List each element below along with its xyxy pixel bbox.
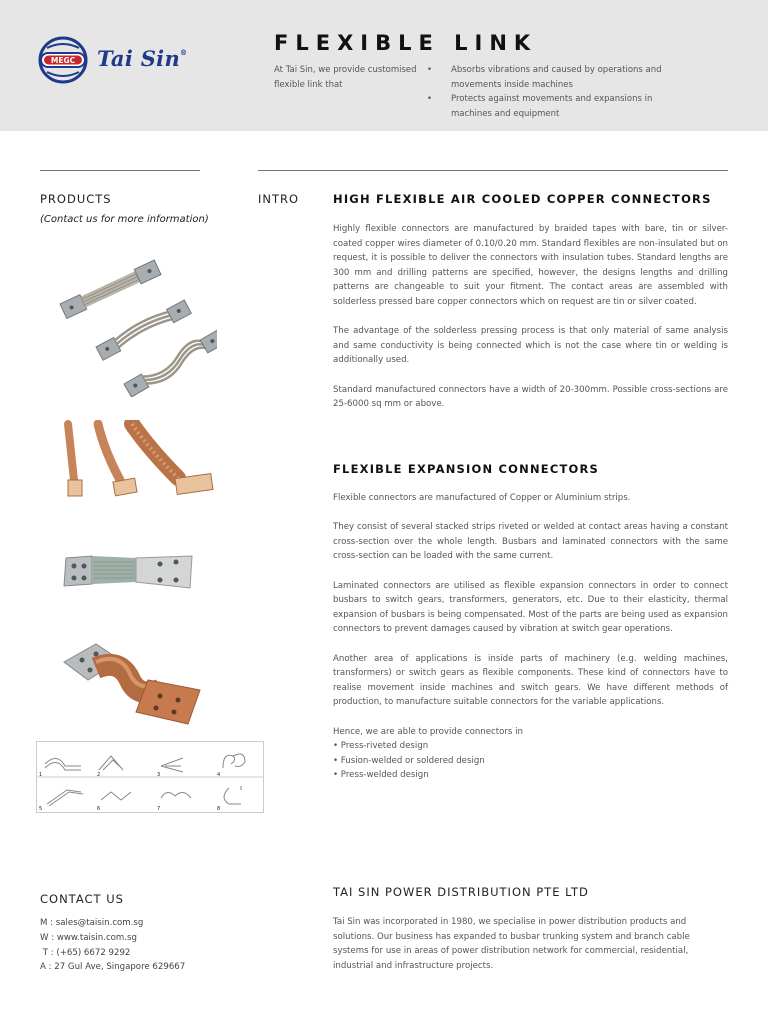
paragraph: Highly flexible connectors are manufactured by braided tapes with bare, tin or silver-coated copper wires diameter of 0.10/0.20 mm. Standard flexibles are non-insulated but on request, it is possible to deliver the connectors with insulation tubes. Standard lengths are 300 mm and drilling patterns are specified, however, the designs lengths and drilling patterns are changeable to suit your fitment. The contact areas are assembled with solderless pressed bare copper connectors which on request are tin or silver coated. [333, 224, 728, 307]
copper-expansion-connector-image [60, 640, 210, 734]
company-about [333, 915, 728, 973]
braided-connectors-image [52, 252, 217, 401]
diagram-label: 1 [39, 772, 43, 778]
section-body-expansion [333, 491, 728, 783]
diagram-label: 2 [97, 772, 101, 778]
logo-letters: MEGC [50, 56, 76, 66]
diagram-label: 3 [157, 772, 161, 778]
divider-left [40, 170, 200, 171]
diagram-label: 8 [217, 806, 221, 812]
connector-types-diagram [36, 741, 264, 813]
divider-right [258, 170, 728, 171]
contact-address: A : 27 Gul Ave, Singapore 629667 [40, 962, 186, 973]
diagram-label: 5 [39, 806, 43, 812]
brand-name: Tai Sin® [97, 46, 188, 71]
header-bullet: • Protects against movements and expansions in machines and equipment [427, 92, 677, 121]
list-item: • Fusion-welded or soldered design [333, 755, 485, 766]
company-name: TAI SIN POWER DISTRIBUTION PTE LTD [333, 885, 589, 899]
tai-sin-logo [38, 36, 90, 88]
diagram-label: 4 [217, 772, 221, 778]
section-title-expansion: FLEXIBLE EXPANSION CONNECTORS [333, 462, 600, 476]
contact-email[interactable]: M : sales@taisin.com.sg [40, 918, 144, 928]
contact-website[interactable]: W : www.taisin.com.sg [40, 932, 137, 943]
header-tagline: At Tai Sin, we provide customised flexible link that [274, 65, 417, 90]
paragraph: They consist of several stacked strips riveted or welded at contact areas having a constant cross-section over the whole length. Busbars and laminated connectors with the same cross-section can be loaded with the same current. [333, 522, 728, 562]
intro-heading: INTRO [258, 192, 300, 206]
paragraph: Another area of applications is inside parts of machinery (e.g. welding machines, transformers) or switch gears as flexible components. These kind of connectors have to realise movement inside machines and switch gears. We have different methods of production, to manufacture suitable connectors for the variable applications. [333, 653, 728, 708]
list-item: • Press-welded design [333, 770, 429, 781]
list-item: • Press-riveted design [333, 741, 429, 752]
diagram-label: 7 [157, 806, 161, 812]
section-title-air-cooled: HIGH FLEXIBLE AIR COOLED COPPER CONNECTORS [333, 192, 712, 206]
page-title: FLEXIBLE LINK [274, 31, 538, 55]
section-body-air-cooled [333, 222, 728, 412]
products-note: (Contact us for more information) [40, 214, 209, 225]
contact-phone: T : (+65) 6672 9292 [40, 947, 131, 958]
copper-braid-image [60, 420, 220, 506]
contact-details [40, 916, 185, 975]
paragraph: The advantage of the solderless pressing process is that only material of same analysis and same conductivity is being connected which is not the case where tin or welding is additionally used. [333, 326, 728, 366]
paragraph: Tai Sin was incorporated in 1980, we specialise in power distribution products and solutions. Our business has expanded to busbar trunking system and branch cable systems for use in areas of power distribution network for commercial, residential, industrial and infrastructure projects. [333, 917, 690, 971]
paragraph: Laminated connectors are utilised as flexible expansion connectors in order to connect busbars to switch gears, transformers, generators, etc. Due to their elasticity, thermal expansion of busbars is being compensated. Most of the parts are being used as expansion connectors to prevent damages caused by vibration at switch gear operations. [333, 580, 728, 635]
list-intro: Hence, we are able to provide connectors in [333, 726, 523, 737]
contact-heading: CONTACT US [40, 892, 124, 906]
laminated-connector-image [62, 548, 197, 602]
header-bullet: • Absorbs vibrations and caused by operations and movements inside machines [427, 63, 677, 92]
paragraph: Flexible connectors are manufactured of Copper or Aluminium strips. [333, 493, 631, 503]
paragraph: Standard manufactured connectors have a width of 20-300mm. Possible cross-sections are 25-6000 sq mm or above. [333, 384, 728, 410]
diagram-label: 6 [97, 806, 101, 812]
products-heading: PRODUCTS [40, 192, 112, 206]
header-bullets [427, 63, 677, 121]
